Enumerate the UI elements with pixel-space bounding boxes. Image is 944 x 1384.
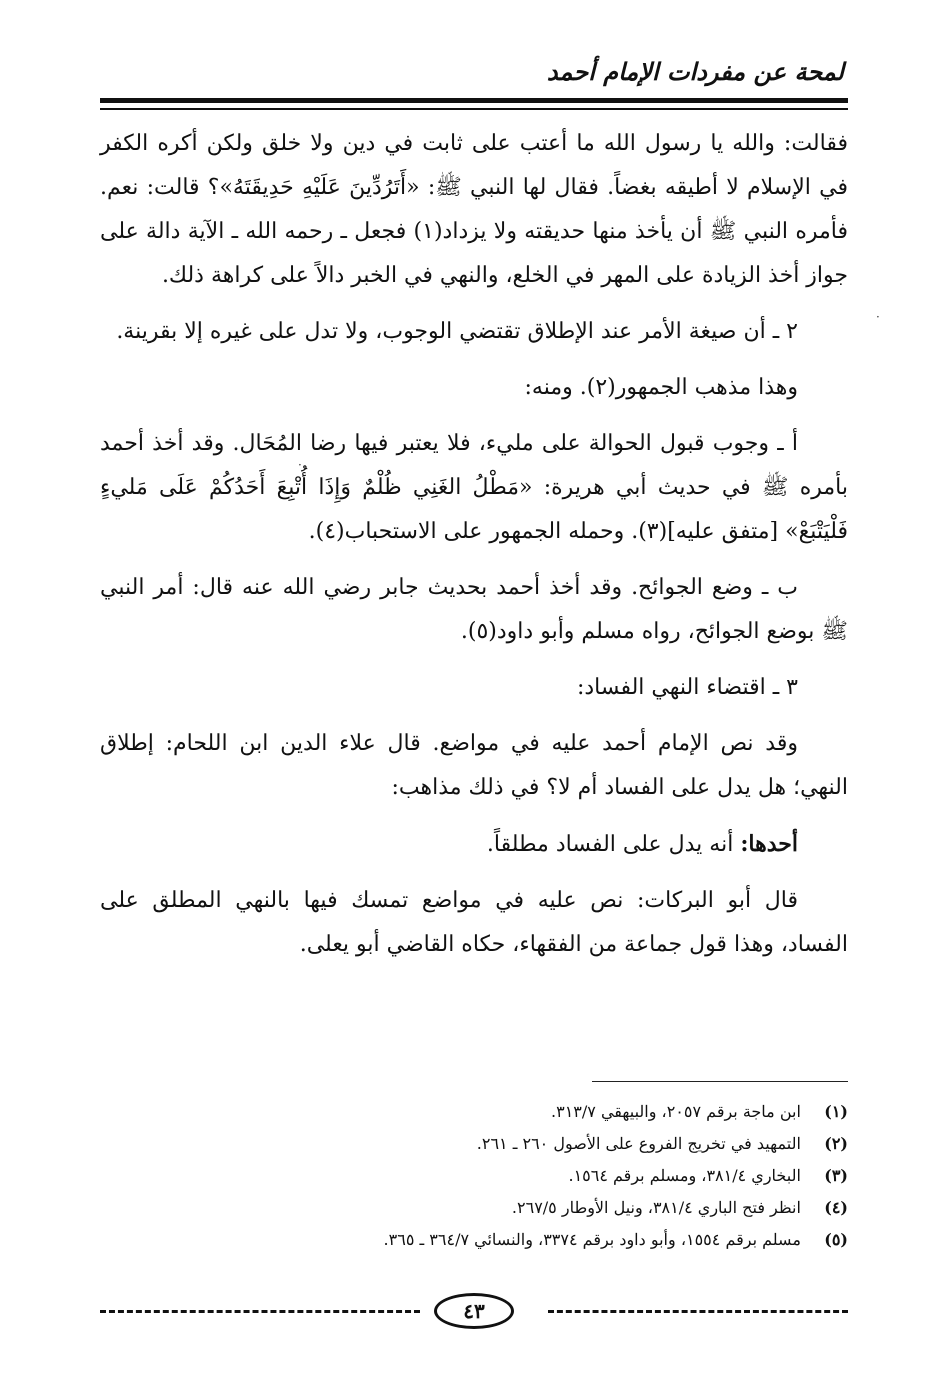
footnote-number: (٥) <box>824 1230 848 1249</box>
footnote-item <box>100 1192 848 1224</box>
footnote-number: (٣) <box>824 1166 848 1185</box>
paragraph-1: فقالت: والله يا رسول الله ما أعتب على ثابت في دين ولا خلق ولكن أكره الكفر في الإسلام لا أطيقه بغضاً. فقال لها النبي ﷺ: «أَتَرُدِّينَ عَلَيْهِ حَدِيقَتَهُ»؟ قالت: نعم. فأمره النبي ﷺ أن يأخذ منها حديقته ولا يزداد(١) فجعل ـ رحمه الله ـ الآية دالة على جواز أخذ الزيادة على المهر في الخلع، والنهي في الخبر دالاً على كراهة ذلك. <box>100 131 848 288</box>
paragraph-5: ب ـ وضع الجوائح. وقد أخذ أحمد بحديث جابر رضي الله عنه قال: أمر النبي ﷺ بوضع الجوائح، رواه مسلم وأبو داود(٥). <box>100 575 848 644</box>
paragraph-4: أ ـ وجوب قبول الحوالة على مليء، فلا يعتبر فيها رضا المُحَال. وقد أخذ أحمد بأمره ﷺ في حديث أبي هريرة: «مَطْلُ الغَنِي ظُلْمٌ وَإِذَا أُتْبِعَ أَحَدُكُمْ عَلَى مَليءٍ فَلْيَتْبَعْ» [متفق عليه](٣). وحمله الجمهور على الاستحباب(٤). <box>100 431 848 544</box>
footnote-text: مسلم برقم ١٥٥٤، وأبو داود برقم ٣٣٧٤، والنسائي ٣٦٤/٧ ـ ٣٦٥. <box>383 1230 801 1249</box>
footnote-number: (١) <box>824 1102 848 1121</box>
footnote-item <box>100 1128 848 1160</box>
page-footer <box>100 1292 848 1332</box>
paragraph-8-text: أنه يدل على الفساد مطلقاً. <box>486 832 734 857</box>
footnotes <box>100 1096 848 1256</box>
footnote-separator <box>592 1081 848 1082</box>
paragraph-7: وقد نص الإمام أحمد عليه في مواضع. قال علاء الدين ابن اللحام: إطلاق النهي؛ هل يدل على الفساد أم لا؟ في ذلك مذاهب: <box>100 731 848 800</box>
header-rule-thick <box>100 98 848 103</box>
footnote-item <box>100 1160 848 1192</box>
scan-speck: · <box>298 458 302 472</box>
main-text <box>100 122 848 979</box>
footer-dashed-rule-right <box>548 1310 848 1313</box>
footnote-number: (٤) <box>824 1198 848 1217</box>
footnote-text: انظر فتح الباري ٣٨١/٤، ونيل الأوطار ٢٦٧/٥. <box>511 1198 801 1217</box>
footnote-item <box>100 1224 848 1256</box>
paragraph-8-label: أحدها: <box>740 831 798 857</box>
paragraph-9: قال أبو البركات: نص عليه في مواضع تمسك فيها بالنهي المطلق على الفساد، وهذا قول جماعة من الفقهاء، حكاه القاضي أبو يعلى. <box>100 888 848 957</box>
footnote-text: ابن ماجة برقم ٢٠٥٧، والبيهقي ٣١٣/٧. <box>551 1102 801 1121</box>
header-rule-thin <box>100 108 848 110</box>
paragraph-8 <box>100 822 848 867</box>
running-title: لمحة عن مفردات الإمام أحمد <box>546 58 844 86</box>
footnote-text: التمهيد في تخريج الفروع على الأصول ٢٦٠ ـ ٢٦١. <box>476 1134 801 1153</box>
footnote-item <box>100 1096 848 1128</box>
paragraph-3: وهذا مذهب الجمهور(٢). ومنه: <box>524 375 798 400</box>
paragraph-2: ٢ ـ أن صيغة الأمر عند الإطلاق تقتضي الوجوب، ولا تدل على غيره إلا بقرينة. <box>116 319 798 344</box>
footer-dashed-rule-left <box>100 1310 420 1313</box>
scan-speck: · <box>876 310 880 324</box>
section-heading-3: ٣ ـ اقتضاء النهي الفساد: <box>576 675 798 700</box>
page-number: ٤٣ <box>434 1293 514 1329</box>
footnote-text: البخاري ٣٨١/٤، ومسلم برقم ١٥٦٤. <box>568 1166 801 1185</box>
footnote-number: (٢) <box>824 1134 848 1153</box>
